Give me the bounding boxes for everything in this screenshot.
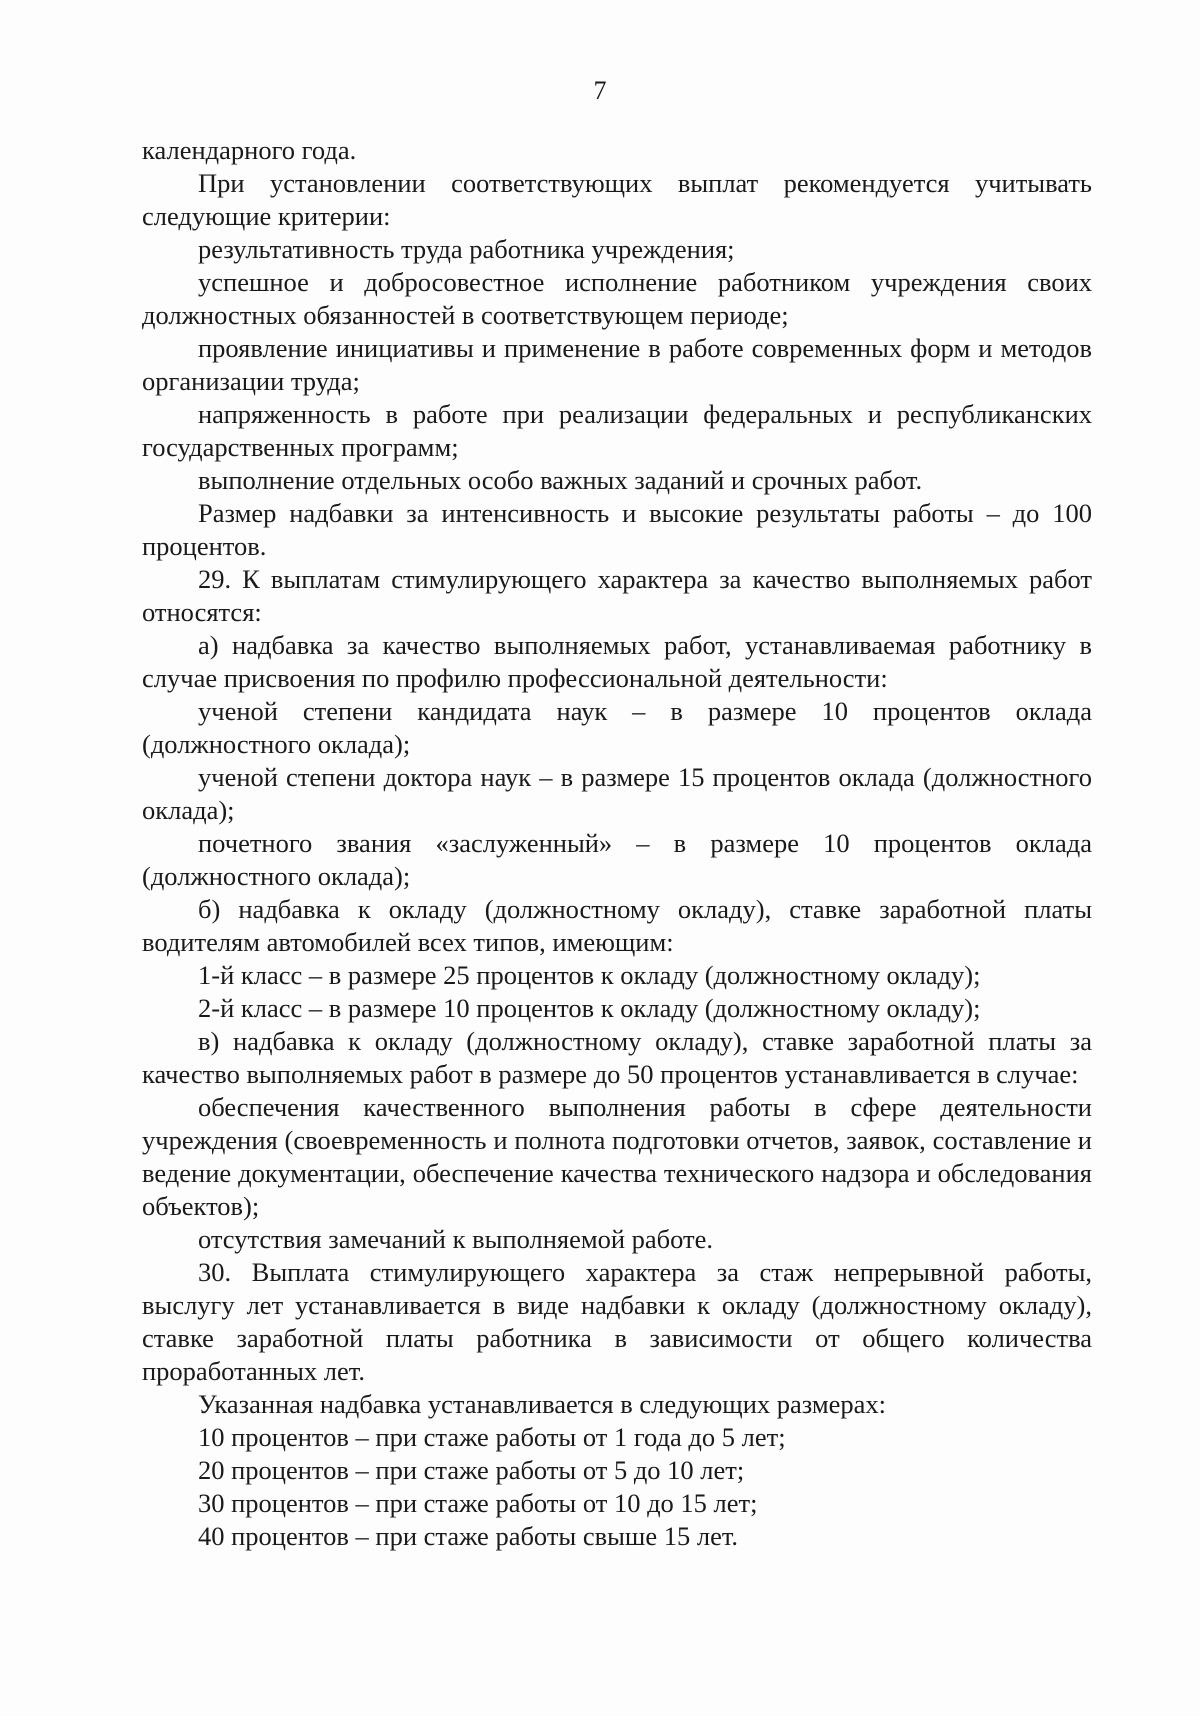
list-item: ученой степени кандидата наук – в размере 10 процентов оклада (должностного оклада);	[142, 696, 1092, 759]
list-item: выполнение отдельных особо важных заданий и срочных работ.	[198, 465, 923, 495]
section-30: 30. Выплата стимулирующего характера за стаж непрерывной работы, выслугу лет устанавливается в виде надбавки к окладу (должностному окладу), ставке заработной платы работника в зависимости от общего количества проработанных лет.	[142, 1257, 1092, 1386]
list-item: результативность труда работника учреждения;	[198, 234, 735, 264]
list-item: 20 процентов – при стаже работы от 5 до 10 лет;	[198, 1455, 745, 1485]
list-item: напряженность в работе при реализации федеральных и республиканских государственных программ;	[142, 399, 1092, 462]
list-item: 2-й класс – в размере 10 процентов к окладу (должностному окладу);	[198, 993, 981, 1023]
list-item: успешное и добросовестное исполнение работником учреждения своих должностных обязанностей в соответствующем периоде;	[142, 267, 1092, 330]
section-29: 29. К выплатам стимулирующего характера за качество выполняемых работ относятся:	[142, 564, 1092, 627]
list-item: отсутствия замечаний к выполняемой работе.	[198, 1224, 714, 1254]
list-item: обеспечения качественного выполнения работы в сфере деятельности учреждения (своевременность и полнота подготовки отчетов, заявок, составление и ведение документации, обеспечение качества технического надзора и обследования объектов);	[142, 1092, 1092, 1221]
page-number: 7	[593, 76, 607, 105]
list-item: 30 процентов – при стаже работы от 10 до 15 лет;	[198, 1488, 758, 1518]
subsection-a: а) надбавка за качество выполняемых работ, устанавливаемая работнику в случае присвоения по профилю профессиональной деятельности:	[142, 630, 1092, 693]
paragraph: При установлении соответствующих выплат рекомендуется учитывать следующие критерии:	[142, 168, 1092, 231]
list-item: почетного звания «заслуженный» – в размере 10 процентов оклада (должностного оклада);	[142, 828, 1092, 891]
subsection-v: в) надбавка к окладу (должностному окладу), ставке заработной платы за качество выполняемых работ в размере до 50 процентов устанавливается в случае:	[142, 1026, 1092, 1089]
list-item: 10 процентов – при стаже работы от 1 года до 5 лет;	[198, 1422, 786, 1452]
subsection-b: б) надбавка к окладу (должностному окладу), ставке заработной платы водителям автомобилей всех типов, имеющим:	[142, 894, 1092, 957]
list-item: проявление инициативы и применение в работе современных форм и методов организации труда;	[142, 333, 1092, 396]
document-body	[142, 134, 1092, 1553]
paragraph: календарного года.	[142, 135, 357, 165]
paragraph: Указанная надбавка устанавливается в следующих размерах:	[198, 1389, 887, 1419]
list-item: 40 процентов – при стаже работы свыше 15 лет.	[198, 1521, 739, 1551]
list-item: 1-й класс – в размере 25 процентов к окладу (должностному окладу);	[198, 960, 981, 990]
paragraph: Размер надбавки за интенсивность и высокие результаты работы – до 100 процентов.	[142, 498, 1092, 561]
list-item: ученой степени доктора наук – в размере 15 процентов оклада (должностного оклада);	[142, 762, 1092, 825]
